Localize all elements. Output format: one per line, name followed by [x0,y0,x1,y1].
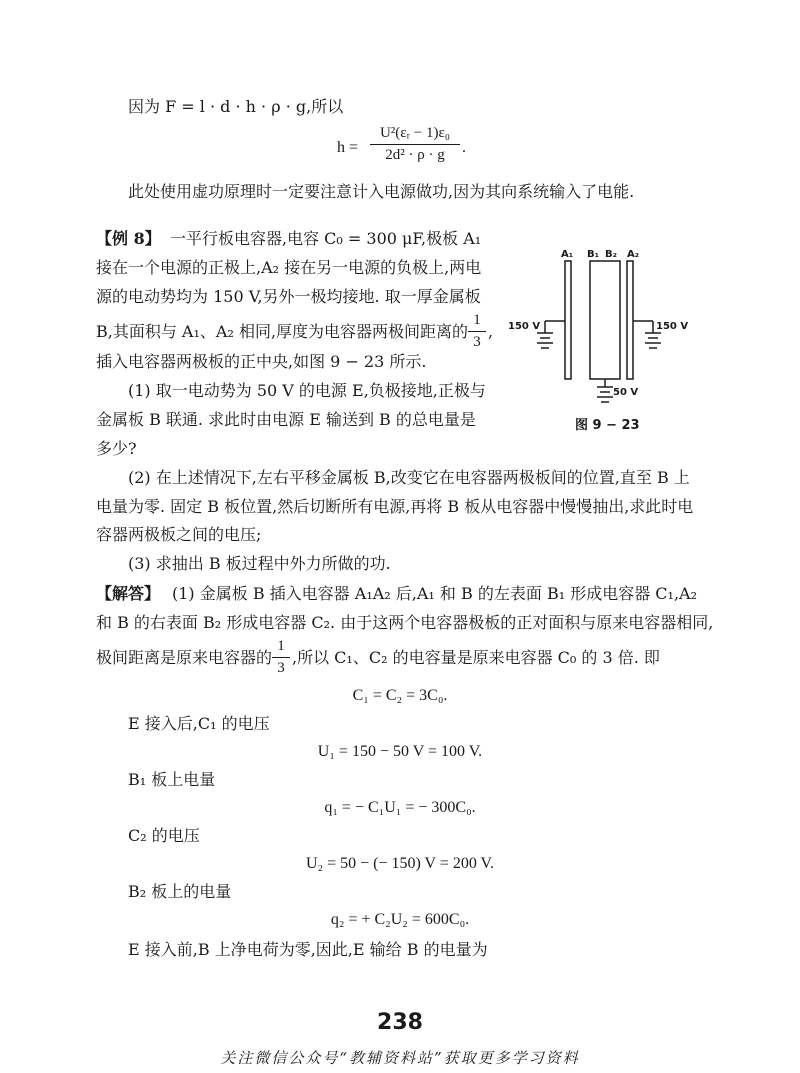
text-line: 源的电动势均为 150 V,另外一极均接地. 取一厚金属板 [96,287,481,306]
label-a1: A₁ [561,249,574,260]
h-lhs: h = [337,139,359,156]
equation-1: C₁ = C₂ = 3C₀. [352,687,448,704]
text-line: B₂ 板上的电量 [128,882,232,901]
equation-2: U₁ = 150 − 50 V = 100 V. [317,743,483,760]
text-line: E 接入前,B 上净电荷为零,因此,E 输给 B 的电量为 [128,940,488,959]
question-1: (1) 取一电动势为 50 V 的电源 E,负极接地,正极与 [128,381,486,400]
text-line: C₂ 的电压 [128,826,200,845]
text-line: 和 B 的右表面 B₂ 形成电容器 C₂. 由于这两个电容器极板的正对面积与原来电容器相同, [96,613,714,632]
capacitor-figure [505,245,695,440]
label-a2: A₂ [627,249,640,260]
text-line: 多少? [96,439,137,458]
frac-den: 3 [277,660,285,676]
text-line: 极间距离是原来电容器的 [96,648,273,667]
frac-den: 3 [473,334,481,350]
fraction-one-third [272,638,290,677]
text-line: 此处使用虚功原理时一定要注意计入电源做功,因为其向系统输入了电能. [128,182,635,201]
text-line: ,所以 C₁、C₂ 的电容量是原来电容器 C₀ 的 3 倍. 即 [292,648,660,667]
text-line: (1) 金属板 B 插入电容器 A₁A₂ 后,A₁ 和 B 的左表面 B₁ 形成电容器 C₁,A₂ [172,584,698,603]
h-denominator: 2d² · ρ · g [385,147,445,163]
page-number: 238 [377,1010,423,1035]
plate-b [590,261,620,379]
text-line: , [488,322,494,341]
equation-4: U₂ = 50 − (− 150) V = 200 V. [305,855,495,872]
equation-3: q₁ = − C₁U₁ = − 300C₀. [324,799,476,816]
text-line: 接在一个电源的正极上,A₂ 接在另一电源的负极上,两电 [96,258,482,277]
question-3: (3) 求抽出 B 板过程中外力所做的功. [128,554,391,573]
right-voltage: 150 V [656,321,689,332]
bottom-voltage: 50 V [613,387,639,398]
label-b2: B₂ [605,249,618,260]
question-2: (2) 在上述情况下,左右平移金属板 B,改变它在电容器两极板间的位置,直至 B 上 [128,468,690,487]
example-tag: 【例 8】 [96,229,161,248]
text-line: 一平行板电容器,电容 C₀ = 300 μF,极板 A₁ [170,229,482,248]
text-line: 金属板 B 联通. 求此时由电源 E 输送到 B 的总电量是 [96,410,476,429]
h-fraction [370,125,460,164]
text-line: 电量为零. 固定 B 板位置,然后切断所有电源,再将 B 板从电容器中慢慢抽出,求此时电 [96,497,694,516]
h-end: . [462,139,466,156]
figure-caption: 图 9 − 23 [575,418,640,433]
frac-num: 1 [468,312,486,332]
text-line: 容器两极板之间的电压; [96,525,262,544]
left-voltage: 150 V [508,321,541,332]
label-b1: B₁ [587,249,600,260]
h-numerator: U²(εᵣ − 1)ε₀ [370,125,460,145]
frac-num: 1 [272,638,290,658]
fraction-one-third [468,312,486,351]
footer-watermark: 关注微信公众号“教辅资料站”获取更多学习资料 [220,1049,580,1067]
text-line: B₁ 板上电量 [128,770,216,789]
plate-a2 [627,261,633,379]
text-line: 因为 F = l · d · h · ρ · g,所以 [128,97,344,116]
plate-a1 [565,261,571,379]
text-line: B,其面积与 A₁、A₂ 相同,厚度为电容器两极间距离的 [96,322,469,341]
text-line: E 接入后,C₁ 的电压 [128,714,270,733]
equation-5: q₂ = + C₂U₂ = 600C₀. [330,911,470,928]
text-line: 插入电容器两极板的正中央,如图 9 − 23 所示. [96,352,427,371]
solution-tag: 【解答】 [96,584,161,603]
